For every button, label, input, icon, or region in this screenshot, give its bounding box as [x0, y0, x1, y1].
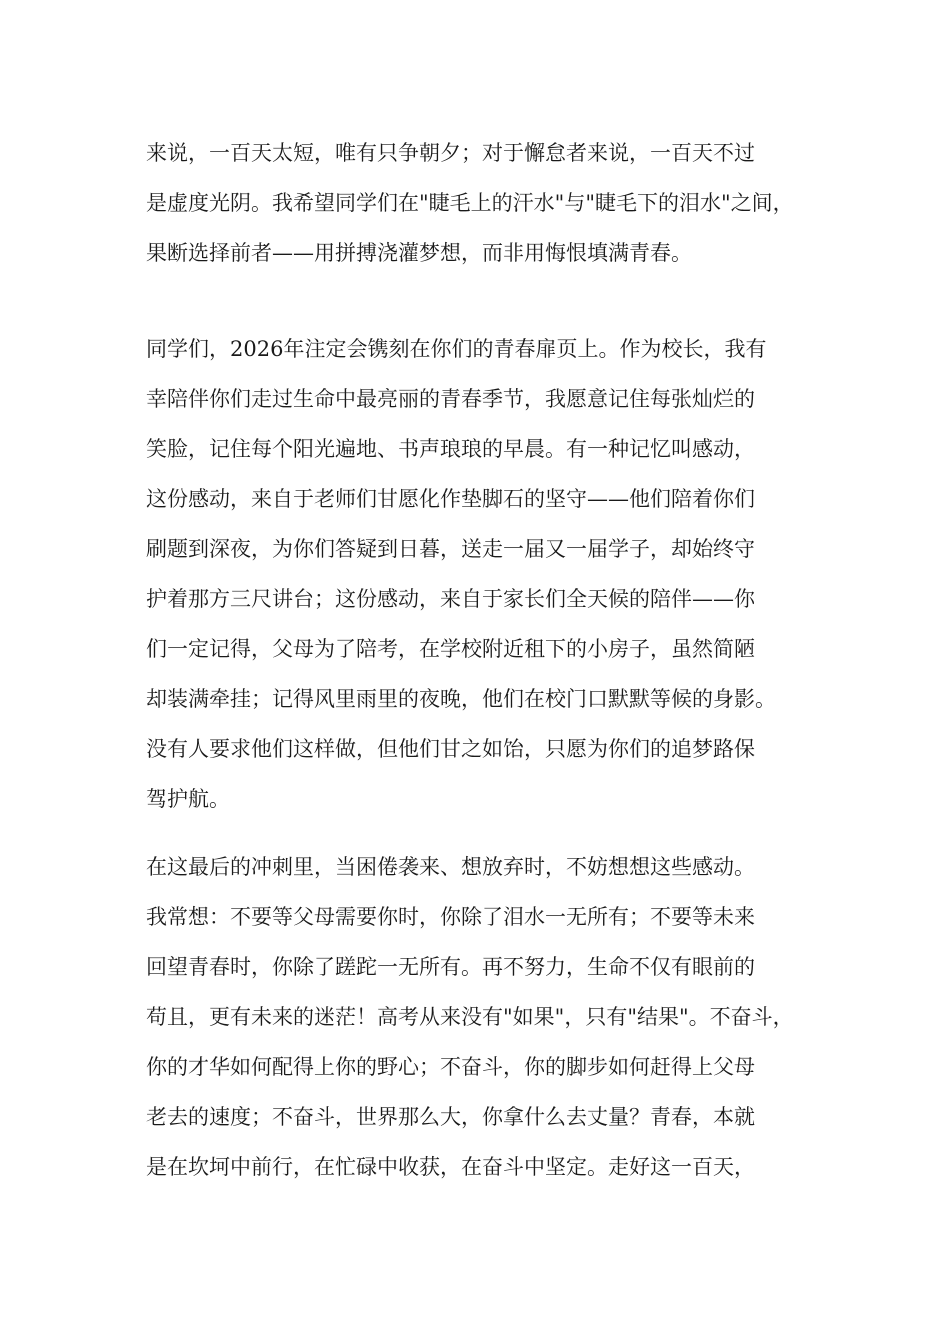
text-line: 却装满牵挂；记得风里雨里的夜晚，他们在校门口默默等候的身影。 [146, 687, 776, 711]
text-line: 苟且，更有未来的迷茫！高考从来没有"如果"，只有"结果"。不奋斗， [146, 1005, 794, 1029]
text-line: 在这最后的冲刺里，当困倦袭来、想放弃时，不妨想想这些感动。 [146, 855, 755, 879]
text-line: 是在坎坷中前行，在忙碌中收获，在奋斗中坚定。走好这一百天， [146, 1155, 755, 1179]
text-line: 是虚度光阴。我希望同学们在"睫毛上的汗水"与"睫毛下的泪水"之间， [146, 191, 794, 215]
text-line: 护着那方三尺讲台；这份感动，来自于家长们全天候的陪伴——你 [146, 587, 755, 611]
text-line: 笑脸，记住每个阳光遍地、书声琅琅的早晨。有一种记忆叫感动， [146, 437, 755, 461]
text-line: 们一定记得，父母为了陪考，在学校附近租下的小房子，虽然简陋 [146, 637, 755, 661]
paragraph [146, 324, 826, 824]
text-line: 来说，一百天太短，唯有只争朝夕；对于懈怠者来说，一百天不过 [146, 141, 755, 165]
text-line: 这份感动，来自于老师们甘愿化作垫脚石的坚守——他们陪着你们 [146, 487, 755, 511]
text-line: 回望青春时，你除了蹉跎一无所有。再不努力，生命不仅有眼前的 [146, 955, 755, 979]
text-line: 刷题到深夜，为你们答疑到日暮，送走一届又一届学子，却始终守 [146, 537, 755, 561]
text-line: 驾护航。 [146, 787, 230, 811]
paragraph [146, 842, 826, 1192]
text-line: 老去的速度；不奋斗，世界那么大，你拿什么去丈量？青春，本就 [146, 1105, 755, 1129]
text-line: 没有人要求他们这样做，但他们甘之如饴，只愿为你们的追梦路保 [146, 737, 755, 761]
text-line: 幸陪伴你们走过生命中最亮丽的青春季节，我愿意记住每张灿烂的 [146, 387, 755, 411]
text-line: 果断选择前者——用拼搏浇灌梦想，而非用悔恨填满青春。 [146, 241, 692, 265]
text-line: 同学们，2026年注定会镌刻在你们的青春扉页上。作为校长，我有 [146, 337, 767, 361]
text-line: 我常想：不要等父母需要你时，你除了泪水一无所有；不要等未来 [146, 905, 755, 929]
text-line: 你的才华如何配得上你的野心；不奋斗，你的脚步如何赶得上父母 [146, 1055, 755, 1079]
paragraph [146, 128, 826, 278]
